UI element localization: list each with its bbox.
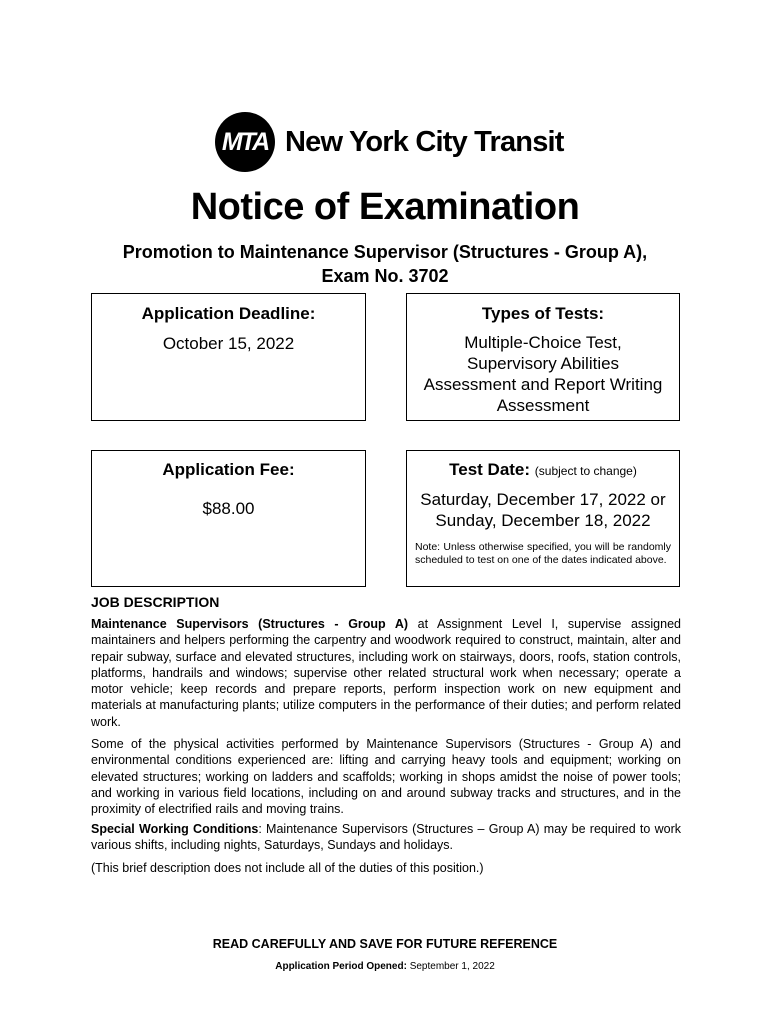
types-of-tests-box [406,293,680,421]
fee-value: $88.00 [202,499,255,518]
physical-activities-paragraph [91,736,681,817]
special-conditions-label: Special Working Conditions [91,822,259,836]
application-deadline-box [91,293,366,421]
exam-subtitle [60,240,710,288]
deadline-label: Application Deadline: [141,304,316,323]
special-conditions-paragraph [91,821,681,854]
test-date-heading [407,460,679,480]
opened-date: September 1, 2022 [406,961,495,972]
disclaimer-text: (This brief description does not include all of the duties of this position.) [91,861,484,875]
test-date-value [407,489,679,531]
tests-line: Multiple-Choice Test, [464,333,622,352]
job-title-bold: Maintenance Supervisors (Structures - Group A) [91,617,409,631]
disclaimer-paragraph [91,860,681,876]
page-title: Notice of Examination [190,186,580,228]
job-description-paragraph [91,616,681,730]
test-date-note: Note: Unless otherwise specified, you will be randomly scheduled to test on one of the dates indicated above. [415,541,671,566]
deadline-value: October 15, 2022 [162,334,295,353]
tests-line: Assessment and Report Writing [423,375,663,394]
test-date-qualifier: (subject to change) [534,464,637,478]
job-description-heading: JOB DESCRIPTION [91,594,220,610]
agency-name: New York City Transit [285,125,564,158]
application-fee-box [91,450,366,587]
test-date-line-2: Sunday, December 18, 2022 [435,511,651,530]
tests-label: Types of Tests: [481,304,605,323]
tests-line: Supervisory Abilities [466,354,620,373]
fee-label: Application Fee: [162,460,295,479]
agency-logo [215,110,564,174]
subtitle-line-1: Promotion to Maintenance Supervisor (Structures - Group A), [122,242,648,262]
test-date-line-1: Saturday, December 17, 2022 or [420,490,666,509]
special-conditions-text: : Maintenance Supervisors (Structures – Group A) may be required to work various shifts, including nights, Saturdays, Sundays and holidays. [91,822,681,853]
subtitle-line-2: Exam No. 3702 [321,266,449,286]
job-duties-text: at Assignment Level I, supervise assigned maintainers and helpers performing the carpentry and woodwork required to construct, maintain, alter and repair subway, surface and elevated structures, including work on stairways, doors, roofs, station controls, platforms, handrails and windows; supervise other related structural work when necessary; operate a motor vehicle; keep records and prepare reports, perform inspection work on new equipment and materials at manufacturing plants; utilize computers in the performance of their duties; and perform related work. [91,617,681,729]
tests-line: Assessment [496,396,590,415]
mta-logo-mark: MTA [215,112,275,172]
tests-value [407,332,679,416]
test-date-box [406,450,680,587]
physical-activities-text: Some of the physical activities performed by Maintenance Supervisors (Structures - Group A) and environmental conditions experienced are: lifting and carrying heavy tools and equipment; working on elevated structures; working on ladders and scaffolds; working in shops amidst the noise of power tools; and working in various field locations, including on and around subway tracks and structures, and in the proximity of electrified rails and moving trains. [91,737,681,817]
read-carefully-notice: READ CAREFULLY AND SAVE FOR FUTURE REFERENCE [212,937,558,951]
opened-label: Application Period Opened: [275,961,407,972]
test-date-label: Test Date: [449,460,531,479]
application-period-line [0,961,770,972]
